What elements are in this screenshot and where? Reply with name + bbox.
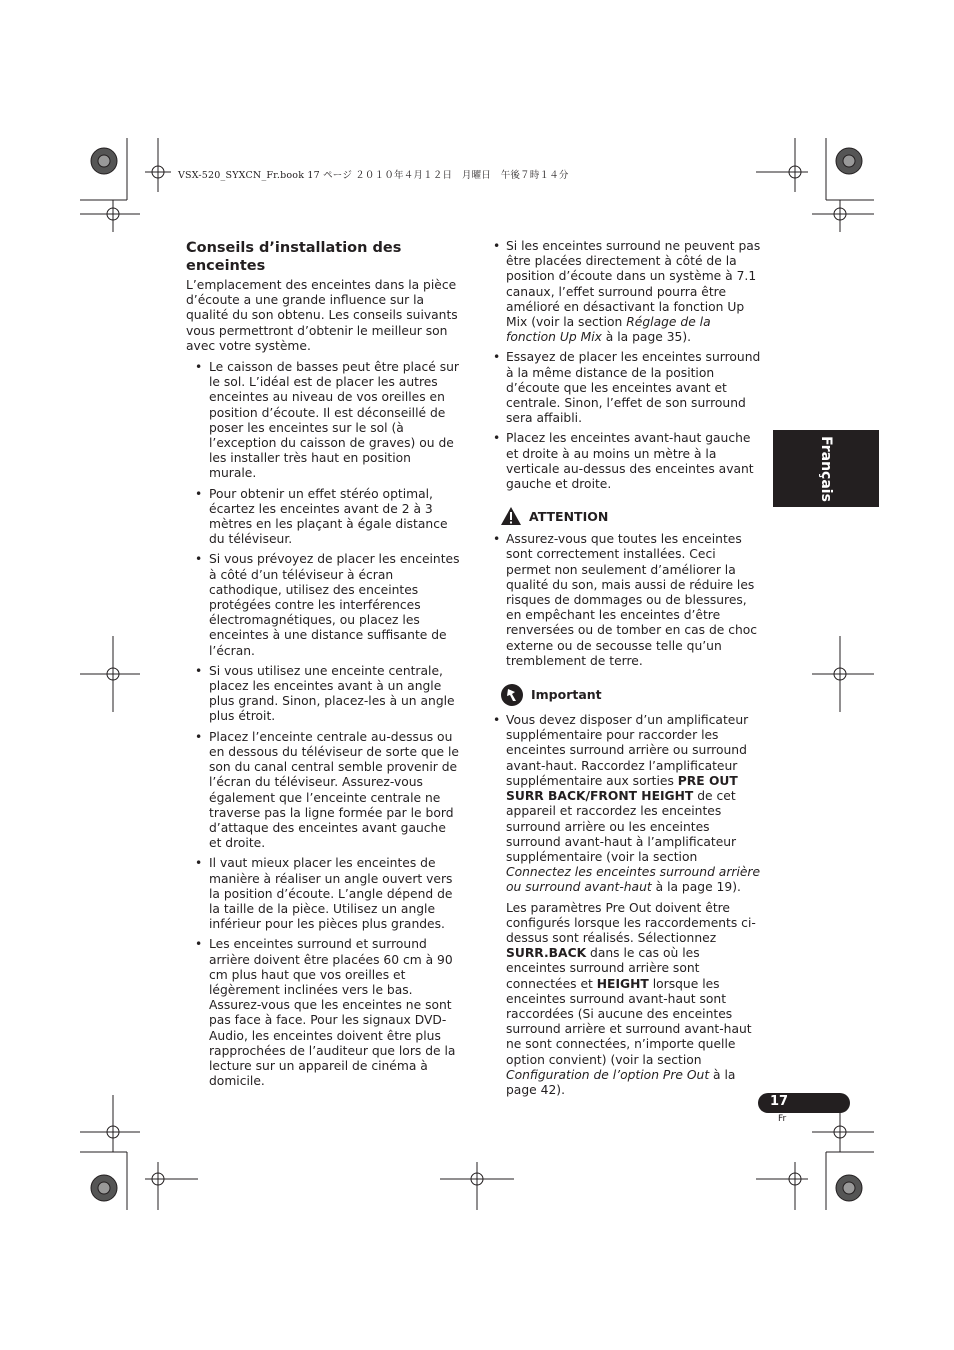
left-column bbox=[186, 239, 462, 1094]
list-item: • Vous devez disposer d’un amplificateur supplémentaire pour raccorder les enceintes surround arrière ou surround avant-haut. Raccordez l’amplificateur supplémentaire aux sorties PRE OUT SURR BACK/FRONT HEIGHT de cet appareil et raccordez les enceintes surround arrière ou les enceintes surround avant-haut à l’amplificateur supplémentaire (voir la section Connectez les enceintes surround arrière ou surround avant-haut à la page 19). bbox=[493, 713, 761, 895]
cross-reference: Configuration de l’option Pre Out bbox=[506, 1067, 710, 1082]
list-item: • Placez les enceintes avant-haut gauche et droite à au moins un mètre à la verticale au-dessus des enceintes avant gauche et droite. bbox=[493, 431, 754, 492]
placement-tips-list-continued bbox=[493, 239, 761, 492]
list-item: • Il vaut mieux placer les enceintes de manière à réaliser un angle ouvert vers la position d’écoute. L’angle dépend de la taille de la pièce. Utilisez un angle inférieur pour les pièces plus grandes. bbox=[195, 856, 453, 932]
list-item: • Assurez-vous que toutes les enceintes sont correctement installées. Ceci permet non seulement d’améliorer la qualité du son, mais aussi de réduire les risques de dommages ou de blessures, en empêchant les enceintes d’être renversées ou de tomber en cas de choc externe ou de secousse telle qu’un tremblement de terre. bbox=[493, 532, 758, 668]
language-side-tab bbox=[773, 430, 879, 507]
cross-reference: Réglage de la fonction Up Mix bbox=[506, 315, 711, 345]
important-heading: Important bbox=[500, 683, 761, 707]
list-item: • Essayez de placer les enceintes surround à la même distance de la position d’écoute que les enceintes avant et centrale. Sinon, l’effet de son surround sera affaibli. bbox=[493, 350, 761, 426]
list-item: • Les enceintes surround et surround arrière doivent être placées 60 cm à 90 cm plus haut que vos oreilles et légèrement inclinées vers le bas. Assurez-vous que les enceintes ne sont pas face à face. Pour les signaux DVD-Audio, les enceintes doivent être plus rapprochées de l’auditeur que lors de la lecture sur un appareil de cinéma à domicile. bbox=[195, 937, 456, 1089]
list-item: • Si les enceintes surround ne peuvent pas être placées directement à côté de la position d’écoute dans un système à 7.1 canaux, l’effet surround pourra être amélioré en désactivant la fonction Up Mix (voir la section Réglage de la fonction Up Mix à la page 35). bbox=[493, 239, 761, 345]
page-number: 17 bbox=[770, 1094, 789, 1109]
important-note-icon bbox=[500, 683, 524, 707]
list-item: • Le caisson de basses peut être placé sur le sol. L’idéal est de placer les autres enceintes au niveau de vos oreilles en position d’écoute. Il est déconseillé de poser les enceintes sur le sol (à l’exception du caisson de graves) ou de les installer très haut en position murale. bbox=[195, 360, 459, 481]
list-item: • Si vous utilisez une enceinte centrale, placez les enceintes avant à un angle plus grand. Sinon, placez-les à un angle plus étroit. bbox=[195, 663, 455, 724]
placement-tips-list bbox=[186, 360, 462, 1089]
attention-list bbox=[493, 532, 761, 669]
page-number-badge bbox=[758, 1093, 850, 1113]
attention-heading: ATTENTION bbox=[500, 506, 761, 526]
important-list bbox=[493, 713, 761, 895]
language-label: Français bbox=[818, 435, 834, 502]
pre-out-settings-paragraph: Les paramètres Pre Out doivent être configurés lorsque les raccordements ci-dessus sont réalisés. Sélectionnez SURR.BACK dans le cas où les enceintes surround arrière sont connectées et HEIGHT lorsque les enceintes surround avant-haut sont raccordées (Si aucune des enceintes surround arrière et surround avant-haut ne sont connectées, n’importe quelle option convient) (voir la section Configuration de l’option Pre Out à la page 42). bbox=[506, 900, 756, 1097]
right-column bbox=[493, 239, 761, 1098]
list-item: • Placez l’enceinte centrale au-dessus ou en dessous du téléviseur de sorte que le son du canal central semble provenir de l’écran du téléviseur. Assurez-vous également que l’enceinte centrale ne traverse pas la ligne formée par le bord d’attaque des enceintes avant gauche et droite. bbox=[195, 729, 460, 851]
book-file-header: VSX-520_SYXCN_Fr.book 17 ページ ２０１０年４月１２日 月曜日 午後７時１４分 bbox=[178, 170, 569, 181]
section-title: Conseils d’installation des enceintes bbox=[186, 240, 402, 274]
cross-reference: Connectez les enceintes surround arrière ou surround avant-haut bbox=[506, 865, 761, 895]
intro-paragraph: L’emplacement des enceintes dans la pièce d’écoute a une grande influence sur la qualité du son obtenu. Les conseils suivants vous permettront d’obtenir le meilleur son avec votre système. bbox=[186, 278, 458, 353]
list-item: • Si vous prévoyez de placer les enceintes à côté d’un téléviseur à écran cathodique, utilisez des enceintes protégées contre les interférences électromagnétiques, ou placez les enceintes à une distance suffisante de l’écran. bbox=[195, 552, 460, 658]
list-item: • Pour obtenir un effet stéréo optimal, écartez les enceintes avant de 2 à 3 mètres en les plaçant à égale distance du téléviseur. bbox=[195, 486, 448, 547]
page-language-code: Fr bbox=[778, 1114, 787, 1124]
warning-triangle-icon bbox=[500, 506, 522, 526]
